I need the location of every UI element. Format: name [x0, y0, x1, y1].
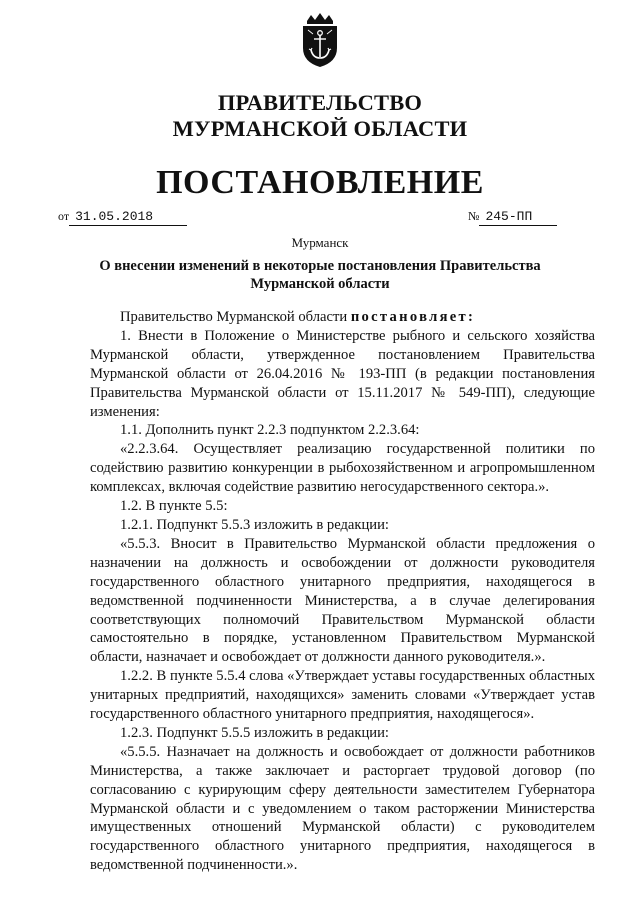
intro-prefix: Правительство Мурманской области [120, 309, 348, 325]
subject-line2: Мурманской области [250, 276, 390, 292]
paragraph-1-2-2: 1.2.2. В пункте 5.5.4 слова «Утверждает уставы государственных областных унитарных предприятий, находящихся» заменить словами «Утверждает устав государственного областного унитарного предприятия, находящегося». [90, 668, 595, 723]
date-label: от [58, 209, 70, 223]
coat-of-arms-icon [299, 12, 341, 68]
decree-number [468, 208, 557, 226]
decree-body [90, 308, 595, 875]
paragraph-1-2-1: 1.2.1. Подпункт 5.5.3 изложить в редакции: [120, 516, 389, 533]
subject-line1: О внесении изменений в некоторые постановления Правительства [99, 258, 541, 274]
decree-subject [0, 257, 640, 293]
paragraph-1-2-3: 1.2.3. Подпункт 5.5.5 изложить в редакции: [120, 724, 389, 741]
government-title [0, 90, 640, 142]
date-value: 31.05.2018 [69, 209, 187, 226]
paragraph-1-1-text: «2.2.3.64. Осуществляет реализацию государственной политики по содействию развитию конкуренции в рыбохозяйственном и агропромышленном комплексах, включая содействие развитию негосударственного сектора.». [90, 441, 595, 496]
paragraph-1-1: 1.1. Дополнить пункт 2.2.3 подпунктом 2.2.3.64: [120, 422, 420, 439]
number-value: 245-ПП [479, 209, 557, 226]
city-name: Мурманск [291, 235, 349, 250]
decree-date [58, 208, 187, 226]
number-label: № [468, 209, 480, 223]
intro-resolves: постановляет: [350, 309, 476, 325]
paragraph-1-2: 1.2. В пункте 5.5: [120, 498, 228, 515]
government-title-line2: МУРМАНСКОЙ ОБЛАСТИ [172, 116, 468, 141]
paragraph-1-2-1-text: «5.5.3. Вносит в Правительство Мурманской области предложения о назначении на должность и освобождении от должности руководителя государственного областного унитарного предприятия, находящегося в ведомственной подчиненности Министерства, а в случае делегирования соответствующих полномочий Правительством Мурманской области самостоятельно в порядке, установленном Правительством Мурманской области, назначает и освобождает от должности данного руководителя.». [90, 535, 595, 666]
government-title-line1: ПРАВИТЕЛЬСТВО [217, 90, 423, 115]
paragraph-1-2-3-text: «5.5.5. Назначает на должность и освобождает от должности работников Министерства, а также заключает и расторгает трудовой договор (по согласованию с курирующим сферу деятельности заместителем Губернатора Мурманской области и с уведомлением о таком расторжении Министерства имущественных отношений Мурманской области) с руководителем государственного областного унитарного предприятия, находящегося в ведомственной подчиненности.». [90, 743, 595, 874]
intro-paragraph [90, 308, 595, 327]
paragraph-1: 1. Внести в Положение о Министерстве рыбного и сельского хозяйства Мурманской области, утвержденное постановлением Правительства Мурманской области от 26.04.2016 № 193-ПП (в редакции постановления Правительства Мурманской области от 15.11.2017 № 549-ПП), следующие изменения: [90, 327, 595, 420]
document-type-title: ПОСТАНОВЛЕНИЕ [156, 164, 484, 201]
